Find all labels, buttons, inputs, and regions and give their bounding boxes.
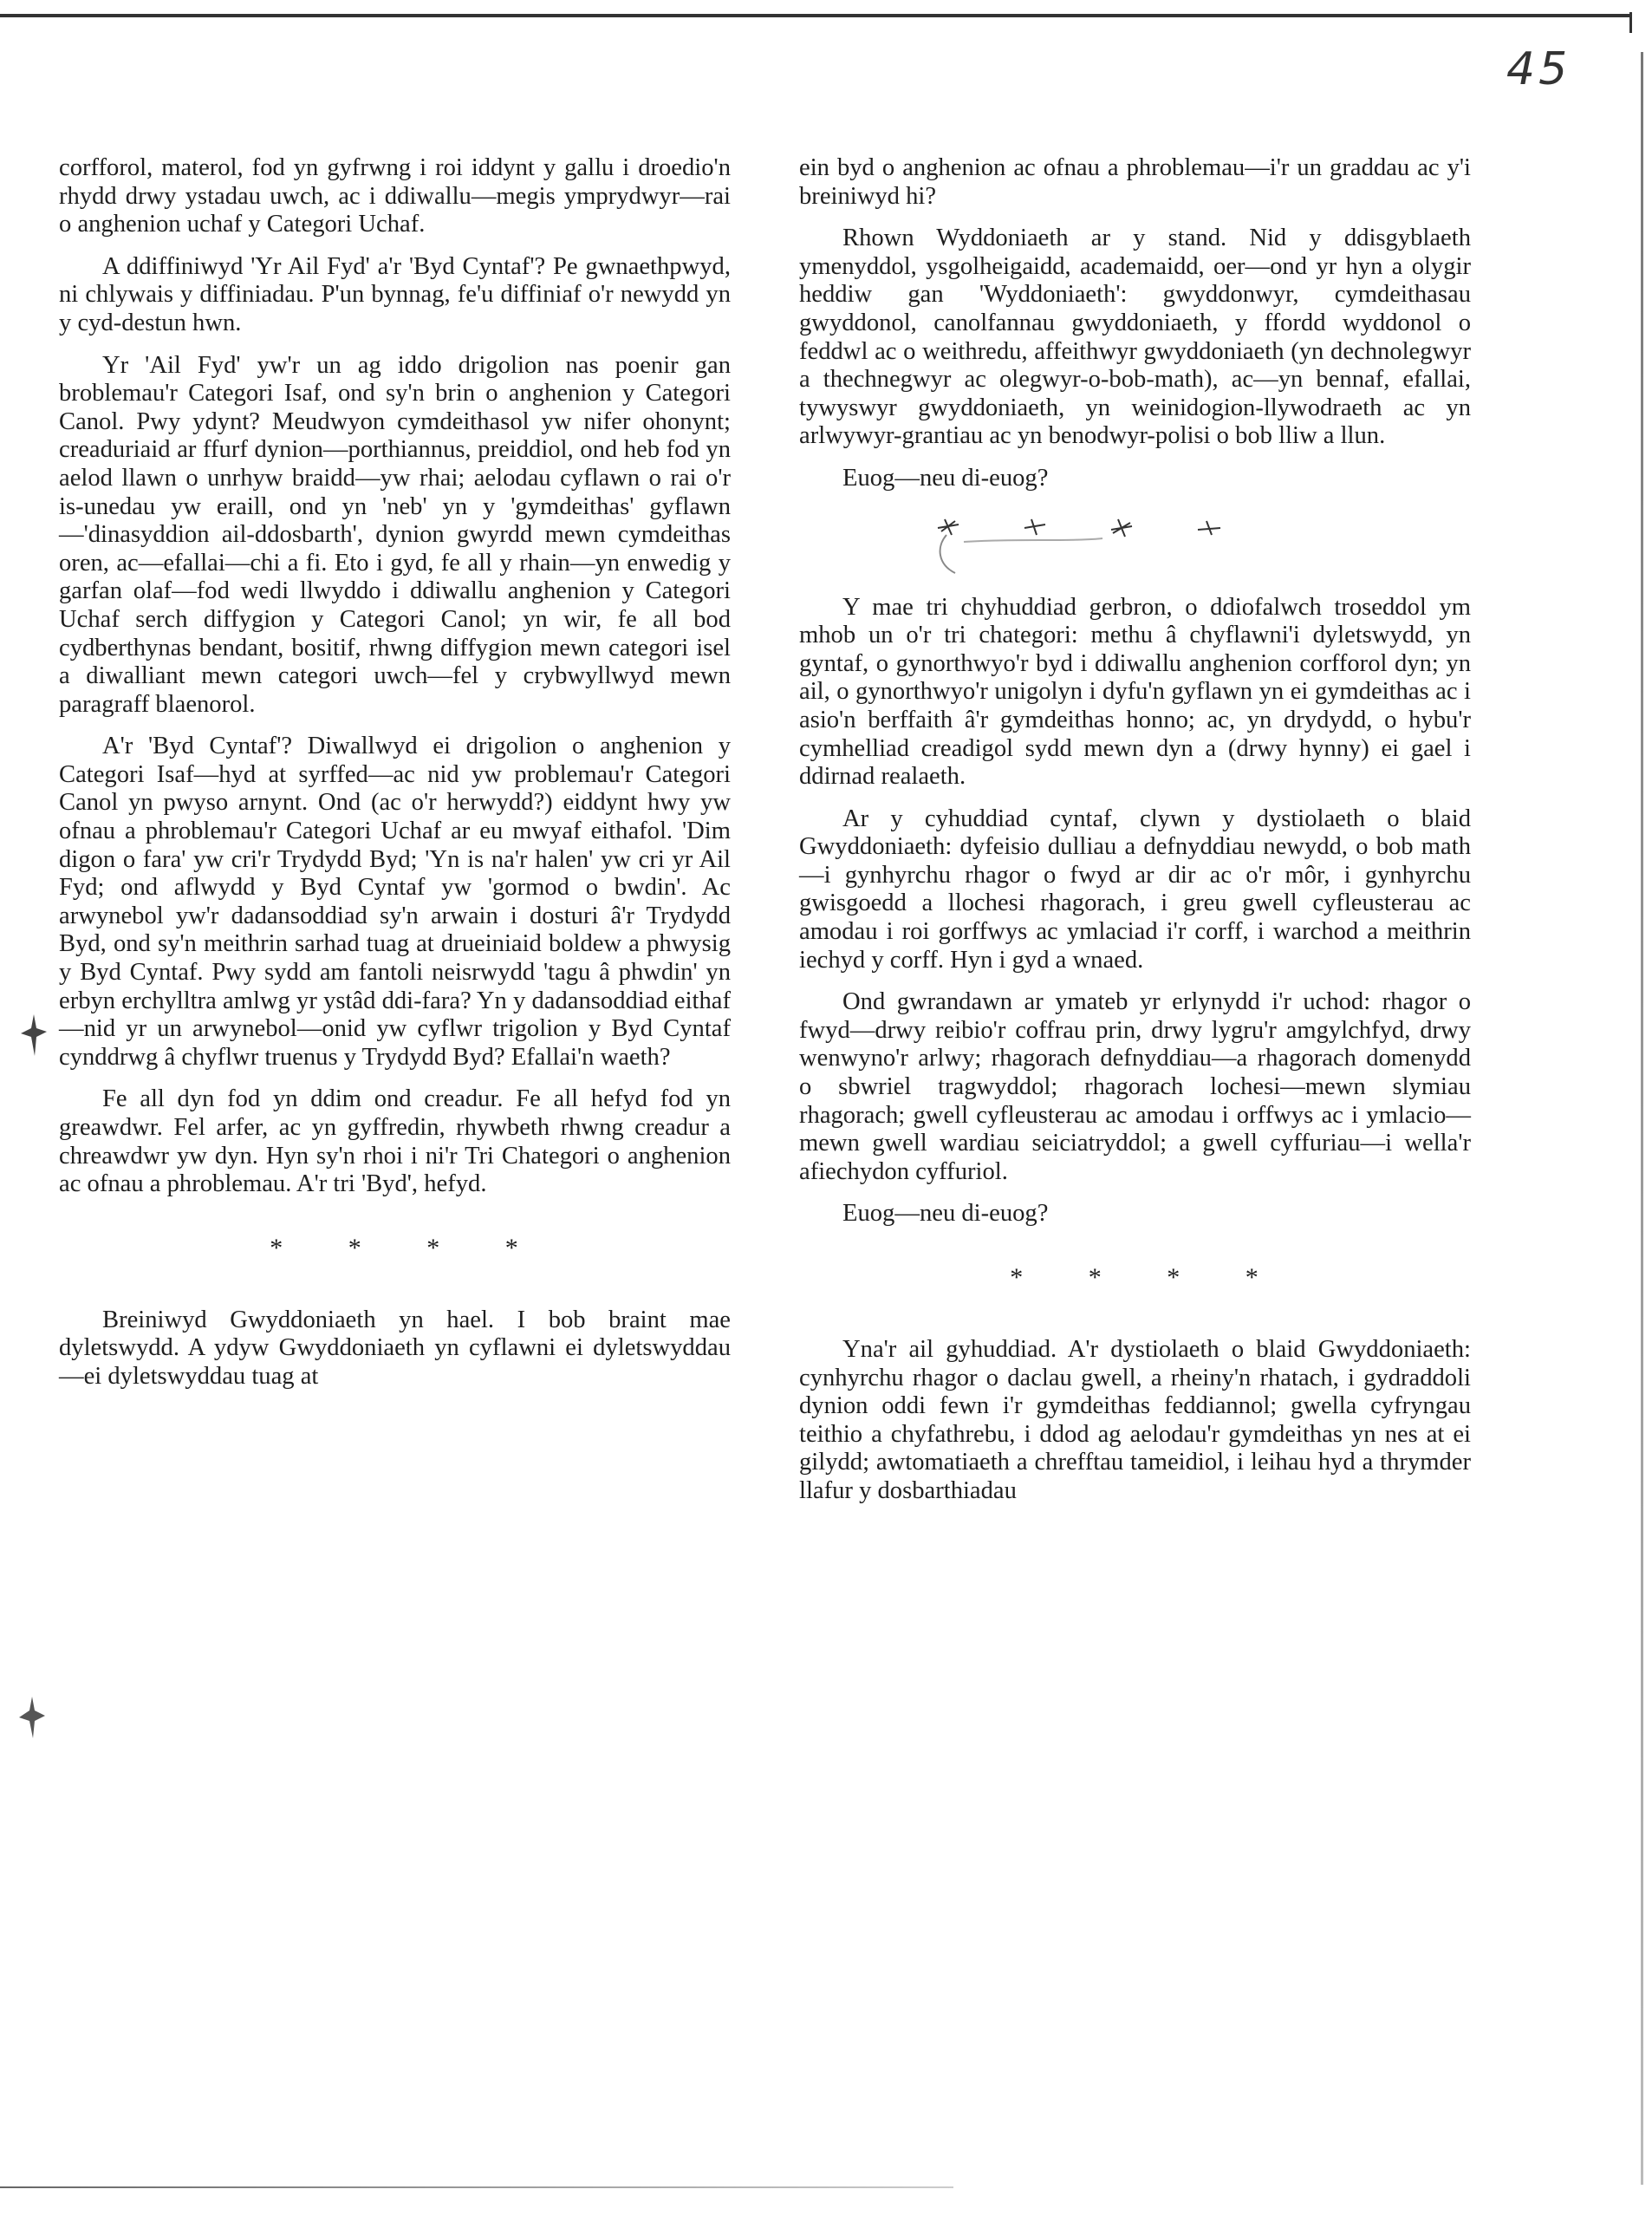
right-paragraph-6: Ond gwrandawn ar ymateb yr erlynydd i'r uchod: rhagor o fwyd—drwy reibio'r coffrau prin, drwy lygru'r amgylchfyd, drwy wenwyno'r arlwy; rhagorach defnyddiau—a rhagorach domenydd o sbwriel tragwyddol; rhagorach lochesi—mewn slymiau rhagorach; gwell cyfleusterau ac amodau i orffwys ac i ymlacio—mewn gwell wardiau seiciatryddol; a gwell cyffuriau—i wella'r afiechydon cyffuriol. <box>799 988 1471 1185</box>
right-paragraph-1: ein byd o anghenion ac ofnau a phroblemau—i'r un graddau ac y'i breiniwyd hi? <box>799 154 1471 210</box>
left-paragraph-1: corfforol, materol, fod yn gyfrwng i roi iddynt y gallu i droedio'n rhydd drwy ystadau uwch, ac i ddiwallu—megis ymprydwyr—rai o anghenion uchaf y Categori Uchaf. <box>59 154 731 238</box>
margin-hole-mark-lower <box>17 1695 47 1740</box>
page-top-rule <box>0 14 1629 17</box>
section-separator-left: * * * * <box>270 1233 520 1262</box>
left-paragraph-2: A ddiffiniwyd 'Yr Ail Fyd' a'r 'Byd Cyntaf'? Pe gwnaethpwyd, ni chlywais y diffiniadau. P'un bynnag, fe'u diffiniaf o'r newydd yn y cyd-destun hwn. <box>59 252 731 336</box>
section-separator-right: * * * * <box>1010 1263 1260 1292</box>
page-top-rule-end <box>1629 12 1632 33</box>
left-paragraph-6: Breiniwyd Gwyddoniaeth yn hael. I bob braint mae dyletswydd. A ydyw Gwyddoniaeth yn cyflawni ei dyletswyddau—ei dyletswyddau tuag at <box>59 1306 731 1390</box>
margin-hole-mark-upper <box>19 1013 49 1058</box>
right-paragraph-2: Rhown Wyddoniaeth ar y stand. Nid y ddisgyblaeth ymenyddol, ysgolheigaidd, academaidd, oer—ond yr hyn a olygir heddiw gan 'Wyddoniaeth': gwyddonwyr, cymdeithasau gwyddonol, canolfannau gwyddoniaeth, y ffordd wyddonol o feddwl ac o weithredu, affeithwyr gwyddoniaeth (yn dechnolegwyr a thechnegwyr ac olegwyr-o-bob-math), ac—yn bennaf, efallai, tywyswyr gwyddoniaeth, yn weinidogion-llywodraeth ac yn arlwywyr-grantiau ac yn benodwyr-polisi o bob lliw a llun. <box>799 225 1471 450</box>
left-column <box>59 154 731 1391</box>
right-column <box>799 154 1471 1506</box>
left-paragraph-5: Fe all dyn fod yn ddim ond creadur. Fe all hefyd fod yn greawdwr. Fel arfer, ac yn gyffredin, rhywbeth rhwng creadur a chreawdwr yw dyn. Hyn sy'n rhoi i ni'r Tri Chategori o anghenion ac ofnau a phroblemau. A'r tri 'Byd', hefyd. <box>59 1085 731 1198</box>
handwritten-stars-icon <box>929 512 1293 582</box>
page-right-edge <box>1641 52 1643 2185</box>
page-number: 45 <box>1506 43 1571 95</box>
page-bottom-rule <box>0 2186 953 2188</box>
handwritten-separator <box>799 512 1471 582</box>
right-paragraph-4: Y mae tri chyhuddiad gerbron, o ddiofalwch troseddol ym mhob un o'r tri chategori: methu â chyflawni'i dyletswydd, yn gyntaf, o gynorthwyo'r byd i ddiwallu anghenion corfforol dyn; yn ail, o gynorthwyo'r unigolyn i dyfu'n gyflawn yn ei gymdeithas ac i asio'n berffaith â'r gymdeithas honno; ac, yn drydydd, o hybu'r cymhelliad creadigol sydd mewn dyn a (drwy hynny) ei gael i ddirnad realaeth. <box>799 593 1471 791</box>
left-paragraph-3: Yr 'Ail Fyd' yw'r un ag iddo drigolion nas poenir gan broblemau'r Categori Isaf, ond sy'n brin o anghenion y Categori Canol. Pwy ydynt? Meudwyon cymdeithasol yw nifer ohonynt; creaduriaid ar ffurf dynion—porthiannus, preiddiol, ond heb fod yn aelod llawn o unrhyw braidd—yw rhai; aelodau cyflawn o rai o'r is-unedau yw eraill, ond yn 'neb' yn y 'gymdeithas' gyflawn—'dinasyddion ail-ddosbarth', dynion gwyrdd mewn cymdeithas oren, ac—efallai—chi a fi. Eto i gyd, fe all y rhain—yn enwedig y garfan olaf—fod wedi llwyddo i ddiwallu anghenion y Categori Uchaf serch diffygion y Categori Canol; yn wir, fe all bod cydberthynas bendant, bositif, rhwng diffygion mewn categori isel a diwalliant mewn categori uwch—fel y crybwyllwyd mewn paragraff blaenorol. <box>59 351 731 718</box>
right-paragraph-8: Yna'r ail gyhuddiad. A'r dystiolaeth o blaid Gwyddoniaeth: cynhyrchu rhagor o daclau gwell, a rheiny'n rhatach, i gydraddoli dynion oddi fewn i'r gymdeithas feddiannol; gwella cyfryngau teithio a chyfathrebu, i ddod ag aelodau'r gymdeithas yn nes at ei gilydd; awtomatiaeth a chrefftau tameidiol, i leihau hyd a thrymder llafur y dosbarthiadau <box>799 1336 1471 1504</box>
right-paragraph-3: Euog—neu di-euog? <box>842 464 1049 492</box>
left-paragraph-4: A'r 'Byd Cyntaf'? Diwallwyd ei drigolion o anghenion y Categori Isaf—hyd at syrffed—ac nid yw problemau'r Categori Canol yn pwyso arnynt. Ond (ac o'r herwydd?) eiddynt hwy yw ofnau a phroblemau'r Categori Uchaf ar eu mwyaf eithafol. 'Dim digon o fara' yw cri'r Trydydd Byd; 'Yn is na'r halen' yw cri yr Ail Fyd; ond aflwydd y Byd Cyntaf yw 'gormod o bwdin'. Ac arwynebol yw'r dadansoddiad sy'n arwain i dosturi â'r Trydydd Byd, ond sy'n meithrin sarhad tuag at drueiniaid boldew a phwysig y Byd Cyntaf. Pwy sydd am fantoli neisrwydd 'tagu â phwdin' yn erbyn erchylltra amlwg yr ystâd ddi-fara? Yn y dadansoddiad eithaf—nid yr un arwynebol—onid yw cyflwr trigolion y Byd Cyntaf cynddrwg â chyflwr truenus y Trydydd Byd? Efallai'n waeth? <box>59 733 731 1071</box>
right-paragraph-5: Ar y cyhuddiad cyntaf, clywn y dystiolaeth o blaid Gwyddoniaeth: dyfeisio dulliau a defnyddiau newydd, o bob math—i gynhyrchu rhagor o fwyd ar dir ac o'r môr, i gynhyrchu gwisgoedd a llochesi rhagorach, i greu gwell cyfleusterau ac amodau i roi gorffwys ac ymlaciad i'r corff, i warchod a meithrin iechyd y corff. Hyn i gyd a wnaed. <box>799 805 1471 974</box>
right-paragraph-7: Euog—neu di-euog? <box>842 1200 1049 1228</box>
